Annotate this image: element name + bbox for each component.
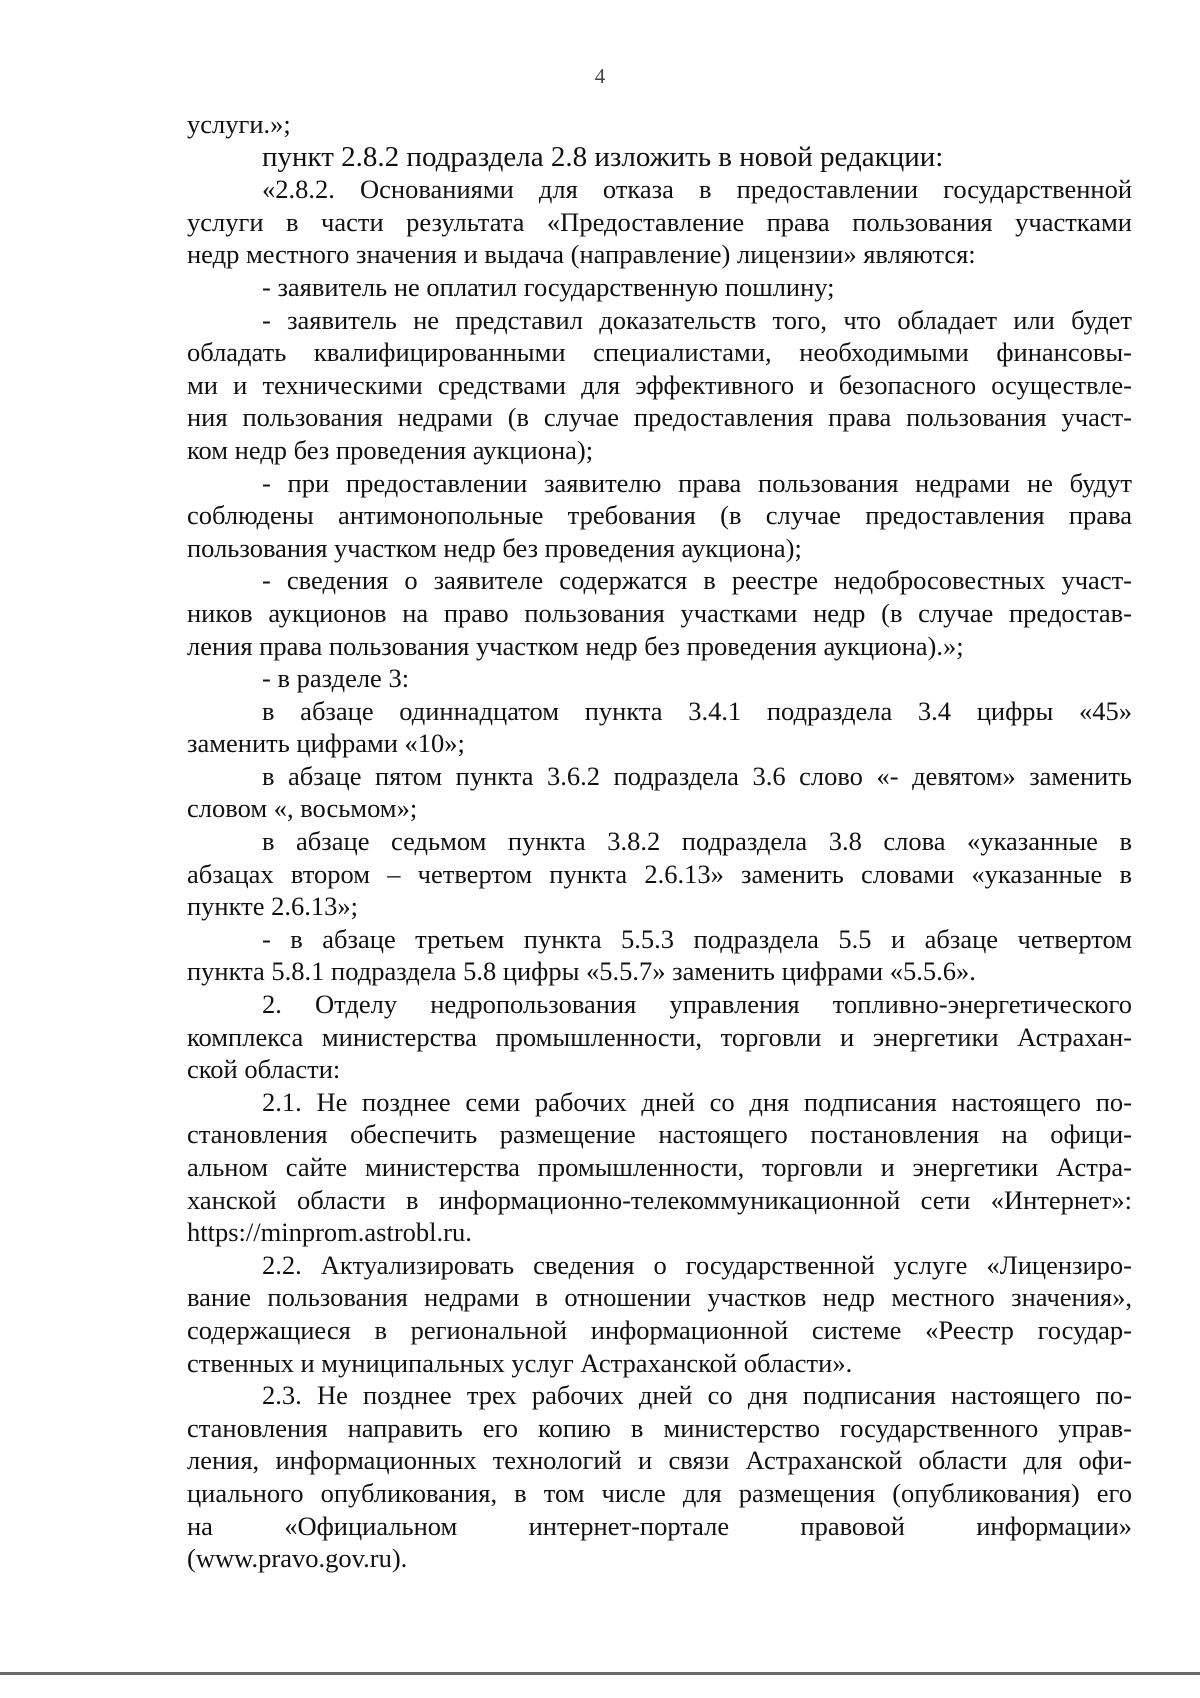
body-text-line: (www.pravo.gov.ru). [187, 1543, 408, 1574]
body-text-line: - заявитель не оплатил государственную пошлину; [262, 271, 835, 302]
body-text-line: - сведения о заявителе содержатся в реестре недобросовестных участ- [262, 565, 1132, 596]
body-text-line: https://minprom.astrobl.ru. [187, 1217, 472, 1248]
body-text-line: содержащиеся в региональной информационной системе «Реестр государ- [187, 1314, 1132, 1345]
document-body [187, 108, 1132, 1575]
body-text-line: ления, информационных технологий и связи Астраханской области для офи- [187, 1445, 1132, 1476]
body-text-line: ления права пользования участком недр без проведения аукциона).»; [187, 630, 964, 661]
body-text-line: - в абзаце третьем пункта 5.5.3 подраздела 5.5 и абзаце четвертом [262, 923, 1132, 954]
body-text-line: становления направить его копию в министерство государственного управ- [187, 1412, 1132, 1443]
body-text-line: - заявитель не представил доказательств того, что обладает или будет [262, 304, 1132, 335]
body-text-line: на «Официальном интернет-портале правовой информации» [187, 1510, 1132, 1541]
body-text-line: ской области: [187, 1054, 341, 1085]
body-text-line: соблюдены антимонопольные требования (в случае предоставления права [187, 500, 1132, 531]
body-text-line: комплекса министерства промышленности, торговли и энергетики Астрахан- [187, 1021, 1132, 1052]
body-text-line: - в разделе 3: [262, 663, 410, 694]
body-text-line: абзацах втором – четвертом пункта 2.6.13» заменить словами «указанные в [187, 858, 1132, 889]
body-text-line: 2. Отделу недропользования управления топливно-энергетического [262, 989, 1132, 1020]
body-text-line: становления обеспечить размещение настоящего постановления на офици- [187, 1119, 1132, 1150]
body-text-line: услуги в части результата «Предоставление права пользования участками [187, 206, 1132, 237]
body-text-line: в абзаце пятом пункта 3.6.2 подраздела 3.6 слово «- девятом» заменить [262, 760, 1132, 791]
body-text-line: ственных и муниципальных услуг Астраханской области». [187, 1347, 853, 1378]
section-heading-line: пункт 2.8.2 подраздела 2.8 изложить в новой редакции: [262, 140, 944, 173]
body-text-line: вание пользования недрами в отношении участков недр местного значения», [187, 1282, 1132, 1313]
body-text-line: ников аукционов на право пользования участками недр (в случае предостав- [187, 597, 1132, 628]
body-text-line: пункте 2.6.13»; [187, 891, 358, 922]
body-text-line: ханской области в информационно-телекоммуникационной сети «Интернет»: [187, 1184, 1132, 1215]
body-text-line: недр местного значения и выдача (направление) лицензии» являются: [187, 239, 976, 270]
body-text-line: ния пользования недрами (в случае предоставления права пользования участ- [187, 402, 1132, 433]
body-text-line: в абзаце седьмом пункта 3.8.2 подраздела 3.8 слова «указанные в [262, 826, 1132, 857]
body-text-line: в абзаце одиннадцатом пункта 3.4.1 подраздела 3.4 цифры «45» [262, 695, 1132, 726]
body-text-line: циального опубликования, в том числе для размещения (опубликования) его [187, 1477, 1132, 1508]
page-bottom-rule [0, 1672, 1200, 1675]
page-number: 4 [594, 64, 606, 88]
body-text-line: словом «, восьмом»; [187, 793, 418, 824]
body-text-line: ком недр без проведения аукциона); [187, 434, 594, 465]
body-text-line: альном сайте министерства промышленности, торговли и энергетики Астра- [187, 1152, 1132, 1182]
body-text-line: услуги.»; [187, 109, 291, 139]
body-text-line: пункта 5.8.1 подраздела 5.8 цифры «5.5.7» заменить цифрами «5.5.6». [187, 956, 976, 987]
body-text-line: пользования участком недр без проведения аукциона); [187, 532, 802, 563]
body-text-line: - при предоставлении заявителю права пользования недрами не будут [262, 467, 1132, 498]
body-text-line: 2.2. Актуализировать сведения о государственной услуге «Лицензиро- [262, 1249, 1132, 1280]
body-text-line: обладать квалифицированными специалистами, необходимыми финансовы- [187, 337, 1132, 368]
body-text-line: заменить цифрами «10»; [187, 728, 465, 759]
body-text-line: 2.3. Не позднее трех рабочих дней со дня подписания настоящего по- [262, 1380, 1132, 1411]
body-text-line: ми и техническими средствами для эффективного и безопасного осуществле- [187, 369, 1132, 400]
body-text-line: «2.8.2. Основаниями для отказа в предоставлении государственной [262, 174, 1132, 205]
body-text-line: 2.1. Не позднее семи рабочих дней со дня подписания настоящего по- [262, 1086, 1132, 1117]
